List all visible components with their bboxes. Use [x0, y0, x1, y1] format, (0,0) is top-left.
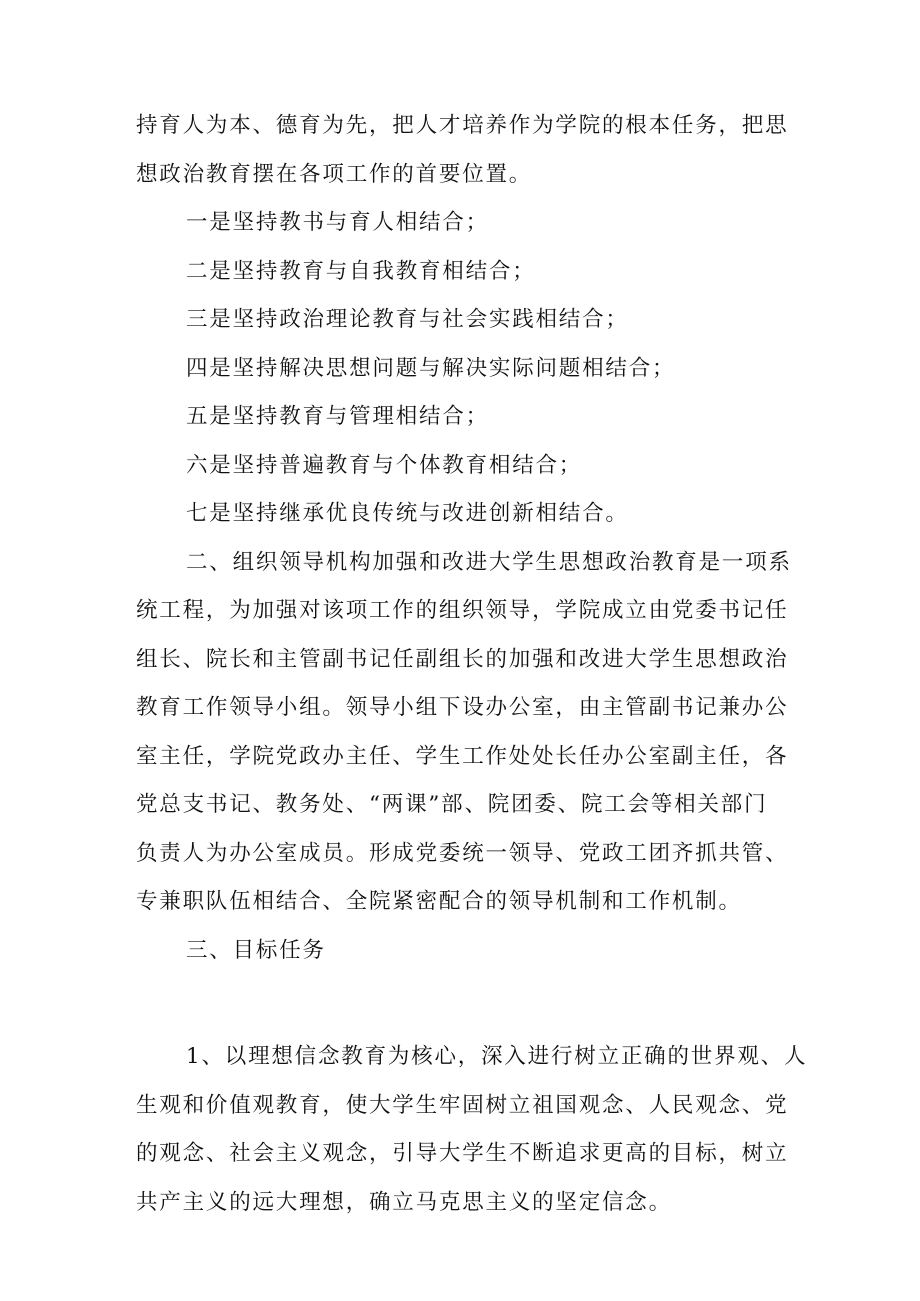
paragraph-line: 统工程，为加强对该项工作的组织领导，学院成立由党委书记任 — [136, 598, 789, 623]
section-heading-line: 二、组织领导机构加强和改进大学生思想政治教育是一项系 — [186, 549, 792, 575]
paragraph-line: 室主任，学院党政办主任、学生工作处处长任办公室副主任，各 — [136, 743, 789, 769]
paragraph-line: 组长、院长和主管副书记任副组长的加强和改进大学生思想政治 — [136, 646, 789, 672]
list-item: 三是坚持政治理论教育与社会实践相结合； — [186, 307, 629, 332]
paragraph-line: 教育工作领导小组。领导小组下设办公室，由主管副书记兼办公 — [136, 695, 789, 720]
list-item: 一是坚持教书与育人相结合； — [186, 210, 489, 235]
document-body — [136, 102, 808, 1227]
list-item: 四是坚持解决思想问题与解决实际问题相结合； — [186, 355, 676, 381]
paragraph-line: 1、以理想信念教育为核心，深入进行树立正确的世界观、人 — [186, 1044, 808, 1069]
list-item: 五是坚持教育与管理相结合； — [186, 404, 489, 429]
paragraph-line: 的观念、社会主义观念，引导大学生不断追求更高的目标，树立 — [136, 1141, 789, 1166]
section-heading: 三、目标任务 — [186, 937, 326, 963]
list-item: 七是坚持继承优良传统与改进创新相结合。 — [186, 501, 629, 526]
paragraph-line: 持育人为本、德育为先，把人才培养作为学院的根本任务，把思 — [136, 113, 789, 138]
paragraph-line: 专兼职队伍相结合、全院紧密配合的领导机制和工作机制。 — [136, 889, 742, 914]
paragraph-line: 想政治教育摆在各项工作的首要位置。 — [136, 161, 533, 187]
paragraph-line: 党总支书记、教务处、“两课”部、院团委、院工会等相关部门 — [136, 792, 768, 817]
paragraph-line: 负责人为办公室成员。形成党委统一领导、党政工团齐抓共管、 — [136, 840, 789, 866]
paragraph-gap — [136, 975, 796, 1033]
paragraph-line: 生观和价值观教育，使大学生牢固树立祖国观念、人民观念、党 — [136, 1092, 789, 1118]
paragraph-line: 共产主义的远大理想，确立马克思主义的坚定信念。 — [136, 1189, 672, 1215]
list-item: 二是坚持教育与自我教育相结合； — [186, 258, 536, 284]
list-item: 六是坚持普遍教育与个体教育相结合； — [186, 452, 583, 478]
